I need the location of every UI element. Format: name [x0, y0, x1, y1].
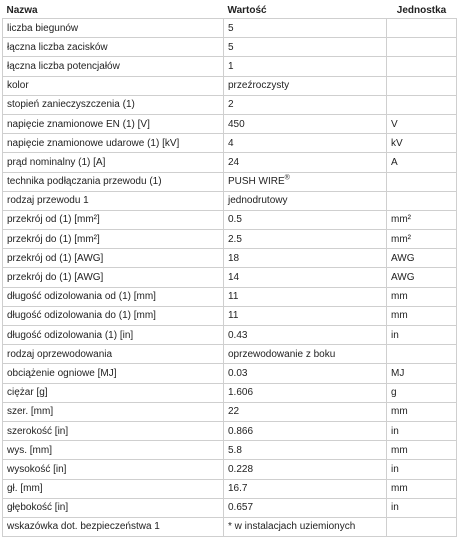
- row-value: 11: [224, 287, 387, 306]
- table-row: [3, 345, 457, 364]
- row-value: 2: [224, 95, 387, 114]
- table-row: [3, 230, 457, 249]
- column-header-name: Nazwa: [3, 2, 224, 19]
- table-row: [3, 210, 457, 229]
- row-name: stopień zanieczyszczenia (1): [3, 95, 224, 114]
- column-header-value: Wartość: [224, 2, 387, 19]
- row-unit: mm: [387, 306, 457, 325]
- table-row: [3, 287, 457, 306]
- row-name: rodzaj oprzewodowania: [3, 345, 224, 364]
- registered-mark: ®: [284, 174, 290, 182]
- table-body: [3, 19, 457, 537]
- row-name: przekrój od (1) [mm²]: [3, 210, 224, 229]
- row-value: oprzewodowanie z boku: [224, 345, 387, 364]
- row-value: 16.7: [224, 479, 387, 498]
- row-name: wskazówka dot. bezpieczeństwa 1: [3, 517, 224, 536]
- table-row: [3, 460, 457, 479]
- table-row: [3, 441, 457, 460]
- row-unit: [387, 345, 457, 364]
- column-header-unit: Jednostka: [387, 2, 457, 19]
- row-value: 1: [224, 57, 387, 76]
- row-value: 18: [224, 249, 387, 268]
- table-row: [3, 76, 457, 95]
- table-row: [3, 38, 457, 57]
- row-name: szer. [mm]: [3, 402, 224, 421]
- row-name: kolor: [3, 76, 224, 95]
- row-name: łączna liczba zacisków: [3, 38, 224, 57]
- row-name: przekrój do (1) [mm²]: [3, 230, 224, 249]
- row-unit: [387, 172, 457, 191]
- row-value: 450: [224, 114, 387, 133]
- row-name: głębokość [in]: [3, 498, 224, 517]
- table-row: [3, 95, 457, 114]
- row-name: napięcie znamionowe udarowe (1) [kV]: [3, 134, 224, 153]
- row-value: 0.866: [224, 421, 387, 440]
- spec-table: [2, 2, 457, 537]
- row-name: wysokość [in]: [3, 460, 224, 479]
- row-value: 24: [224, 153, 387, 172]
- row-name: przekrój do (1) [AWG]: [3, 268, 224, 287]
- row-unit: [387, 76, 457, 95]
- row-value: 0.5: [224, 210, 387, 229]
- row-unit: mm: [387, 441, 457, 460]
- row-name: wys. [mm]: [3, 441, 224, 460]
- row-unit: mm: [387, 287, 457, 306]
- row-name: prąd nominalny (1) [A]: [3, 153, 224, 172]
- table-row: [3, 134, 457, 153]
- table-row: [3, 114, 457, 133]
- row-unit: in: [387, 326, 457, 345]
- row-unit: A: [387, 153, 457, 172]
- table-row: [3, 479, 457, 498]
- table-row: [3, 402, 457, 421]
- row-value: 0.657: [224, 498, 387, 517]
- table-row: [3, 57, 457, 76]
- row-unit: in: [387, 498, 457, 517]
- row-value: jednodrutowy: [224, 191, 387, 210]
- row-unit: mm: [387, 479, 457, 498]
- row-unit: AWG: [387, 268, 457, 287]
- row-name: przekrój od (1) [AWG]: [3, 249, 224, 268]
- table-row: [3, 421, 457, 440]
- row-value: 0.43: [224, 326, 387, 345]
- row-name: szerokość [in]: [3, 421, 224, 440]
- table-row: [3, 268, 457, 287]
- table-row: [3, 364, 457, 383]
- row-name: technika podłączania przewodu (1): [3, 172, 224, 191]
- row-name: liczba biegunów: [3, 19, 224, 38]
- row-unit: [387, 38, 457, 57]
- row-name: napięcie znamionowe EN (1) [V]: [3, 114, 224, 133]
- row-value: przeźroczysty: [224, 76, 387, 95]
- row-unit: V: [387, 114, 457, 133]
- row-unit: mm²: [387, 230, 457, 249]
- row-value-text: PUSH WIRE: [228, 176, 285, 188]
- row-name: ciężar [g]: [3, 383, 224, 402]
- row-unit: [387, 95, 457, 114]
- row-unit: in: [387, 460, 457, 479]
- row-value: 2.5: [224, 230, 387, 249]
- row-unit: in: [387, 421, 457, 440]
- row-name: długość odizolowania do (1) [mm]: [3, 306, 224, 325]
- row-value: 22: [224, 402, 387, 421]
- row-name: rodzaj przewodu 1: [3, 191, 224, 210]
- row-value: 5.8: [224, 441, 387, 460]
- table-row: [3, 383, 457, 402]
- row-value: [224, 172, 387, 191]
- row-unit: AWG: [387, 249, 457, 268]
- row-unit: [387, 191, 457, 210]
- row-name: obciążenie ogniowe [MJ]: [3, 364, 224, 383]
- table-row: [3, 19, 457, 38]
- table-row: [3, 326, 457, 345]
- row-value: 5: [224, 38, 387, 57]
- row-value: 0.228: [224, 460, 387, 479]
- row-unit: g: [387, 383, 457, 402]
- table-row: [3, 249, 457, 268]
- table-row: [3, 172, 457, 191]
- row-name: długość odizolowania od (1) [mm]: [3, 287, 224, 306]
- row-value: 0.03: [224, 364, 387, 383]
- row-unit: [387, 57, 457, 76]
- row-value: 5: [224, 19, 387, 38]
- row-unit: MJ: [387, 364, 457, 383]
- table-row: [3, 498, 457, 517]
- row-value: 14: [224, 268, 387, 287]
- row-unit: kV: [387, 134, 457, 153]
- table-row: [3, 191, 457, 210]
- row-value: 11: [224, 306, 387, 325]
- row-unit: [387, 19, 457, 38]
- row-unit: [387, 517, 457, 536]
- row-name: łączna liczba potencjałów: [3, 57, 224, 76]
- row-name: gł. [mm]: [3, 479, 224, 498]
- row-value: * w instalacjach uziemionych: [224, 517, 387, 536]
- table-header-row: [3, 2, 457, 19]
- row-value: 1.606: [224, 383, 387, 402]
- table-row: [3, 517, 457, 536]
- table-row: [3, 153, 457, 172]
- row-unit: mm: [387, 402, 457, 421]
- row-unit: mm²: [387, 210, 457, 229]
- table-row: [3, 306, 457, 325]
- row-value: 4: [224, 134, 387, 153]
- row-name: długość odizolowania (1) [in]: [3, 326, 224, 345]
